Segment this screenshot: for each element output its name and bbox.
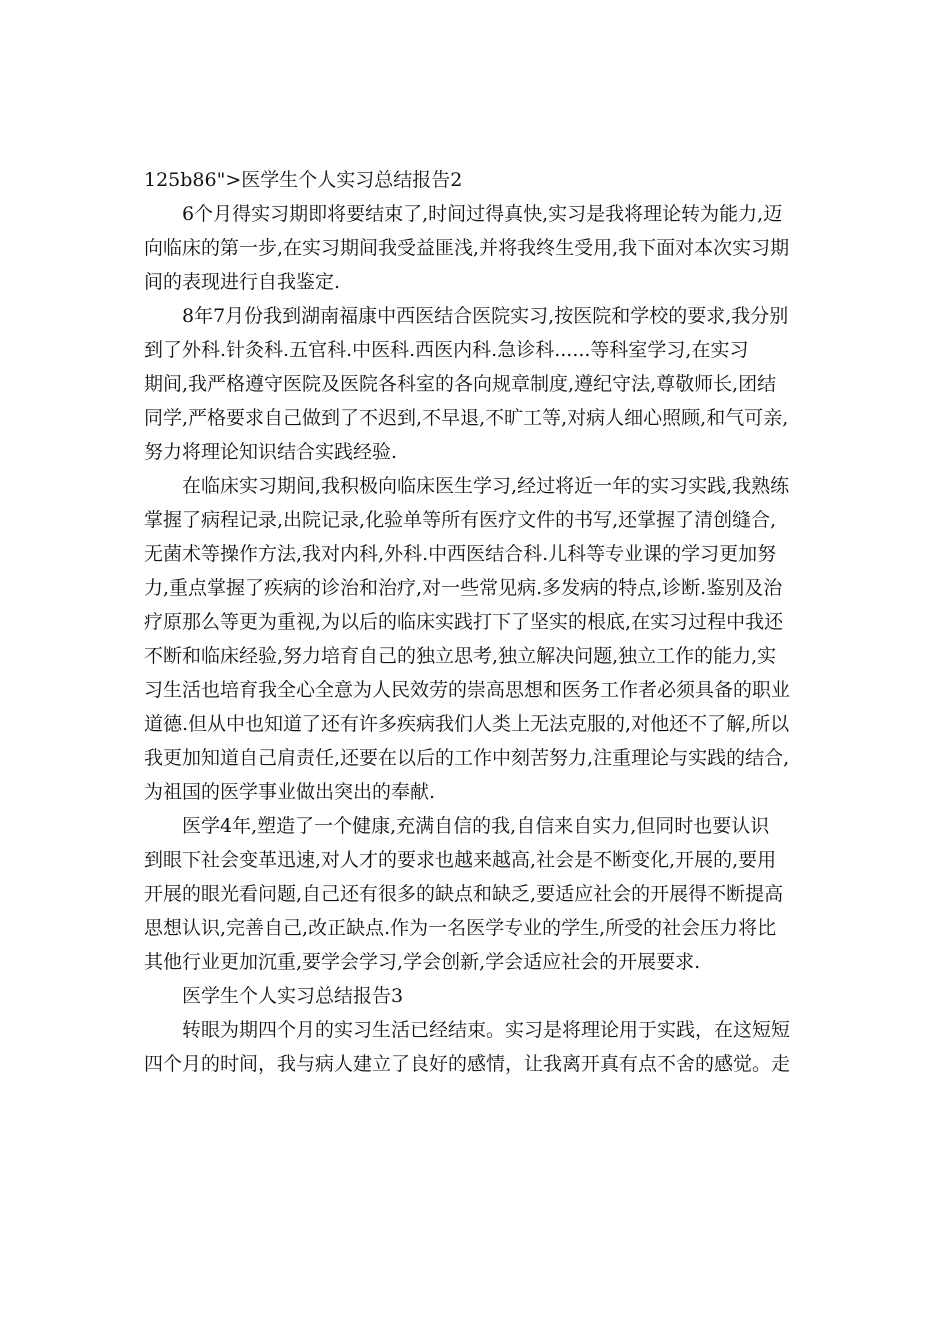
paragraph-line: 掌握了病程记录,出院记录,化验单等所有医疗文件的书写,还掌握了清创缝合, [144, 509, 777, 531]
paragraph-line: 力,重点掌握了疾病的诊治和治疗,对一些常见病.多发病的特点,诊断.鉴别及治 [144, 577, 783, 599]
paragraph-line: 为祖国的医学事业做出突出的奉献. [144, 781, 436, 803]
paragraph-line: 疗原那么等更为重视,为以后的临床实践打下了坚实的根底,在实习过程中我还 [144, 611, 784, 633]
paragraph [144, 1013, 808, 1081]
paragraph-line: 医学4年,塑造了一个健康,充满自信的我,自信来自实力,但同时也要认识 [182, 815, 770, 837]
paragraph-line: 期间,我严格遵守医院及医院各科室的各向规章制度,遵纪守法,尊敬师长,团结 [144, 373, 777, 395]
paragraph [144, 809, 808, 979]
paragraph [144, 299, 808, 469]
section-heading: 125b86">医学生个人实习总结报告2 [144, 169, 463, 191]
paragraph-line: 努力将理论知识结合实践经验. [144, 441, 398, 463]
section-heading: 医学生个人实习总结报告3 [182, 985, 404, 1007]
paragraph-line: 道德.但从中也知道了还有许多疾病我们人类上无法克服的,对他还不了解,所以 [144, 713, 790, 735]
paragraph-line: 同学,严格要求自己做到了不迟到,不早退,不旷工等,对病人细心照顾,和气可亲, [144, 407, 789, 429]
paragraph-line: 习生活也培育我全心全意为人民效劳的崇高思想和医务工作者必须具备的职业 [144, 679, 791, 701]
paragraph-line: 到眼下社会变革迅速,对人才的要求也越来越高,社会是不断变化,开展的,要用 [144, 849, 777, 871]
paragraph-line: 向临床的第一步,在实习期间我受益匪浅,并将我终生受用,我下面对本次实习期 [144, 237, 790, 259]
paragraph-line: 开展的眼光看问题,自己还有很多的缺点和缺乏,要适应社会的开展得不断提高 [144, 883, 784, 905]
paragraph-line: 间的表现进行自我鉴定. [144, 271, 341, 293]
paragraph [144, 469, 808, 809]
paragraph-line: 8年7月份我到湖南福康中西医结合医院实习,按医院和学校的要求,我分别 [182, 305, 789, 327]
paragraph-line: 我更加知道自己肩责任,还要在以后的工作中刻苦努力,注重理论与实践的结合, [144, 747, 790, 769]
paragraph-line: 到了外科.针灸科.五官科.中医科.西医内科.急诊科......等科室学习,在实习 [144, 339, 749, 361]
paragraph-line: 不断和临床经验,努力培育自己的独立思考,独立解决问题,独立工作的能力,实 [144, 645, 777, 667]
paragraph-line: 其他行业更加沉重,要学会学习,学会创新,学会适应社会的开展要求. [144, 951, 701, 973]
paragraph-line: 转眼为期四个月的实习生活已经结束。实习是将理论用于实践，在这短短 [182, 1019, 791, 1041]
paragraph-line: 四个月的时间，我与病人建立了良好的感情，让我离开真有点不舍的感觉。走 [144, 1053, 791, 1075]
paragraph [144, 197, 808, 299]
paragraph-line: 在临床实习期间,我积极向临床医生学习,经过将近一年的实习实践,我熟练 [182, 475, 790, 497]
paragraph-line: 思想认识,完善自己,改正缺点.作为一名医学专业的学生,所受的社会压力将比 [144, 917, 777, 939]
paragraph-line: 6个月得实习期即将要结束了,时间过得真快,实习是我将理论转为能力,迈 [182, 203, 783, 225]
document-page [144, 163, 808, 1081]
paragraph-line: 无菌术等操作方法,我对内科,外科.中西医结合科.儿科等专业课的学习更加努 [144, 543, 777, 565]
